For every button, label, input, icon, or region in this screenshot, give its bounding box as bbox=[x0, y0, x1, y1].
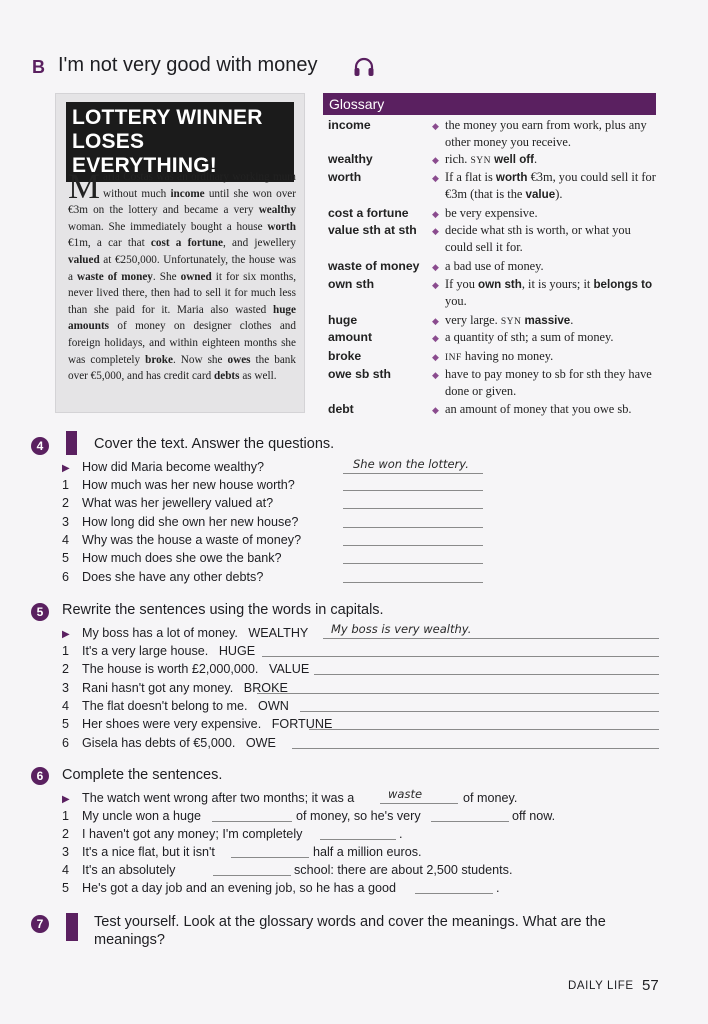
answer-line[interactable] bbox=[343, 508, 483, 509]
text-run: woman. She immediately bought a house bbox=[68, 220, 268, 233]
exercise-6-example-part-b: of money. bbox=[463, 791, 518, 805]
keyword: broke bbox=[145, 353, 173, 366]
glossary-term: value sth at sth bbox=[328, 223, 417, 237]
keyword: owes bbox=[227, 353, 251, 366]
cover-text-marker bbox=[66, 913, 78, 941]
item-number: 2 bbox=[62, 827, 70, 841]
glossary-term: wealthy bbox=[328, 152, 373, 166]
glossary-definition bbox=[445, 401, 660, 418]
glossary-term: amount bbox=[328, 330, 373, 344]
capital-word: BROKE bbox=[243, 680, 288, 695]
blank-1[interactable] bbox=[320, 839, 396, 840]
page-number: 57 bbox=[642, 977, 659, 994]
exercise-4-instruction: Cover the text. Answer the questions. bbox=[94, 436, 335, 452]
answer-line bbox=[323, 638, 659, 639]
glossary-definition bbox=[445, 205, 660, 222]
sentence-part: It's a nice flat, but it isn't bbox=[82, 845, 215, 859]
item-number: 2 bbox=[62, 496, 70, 511]
text-run: a quantity of sth; a sum of money. bbox=[445, 330, 614, 344]
text-run: . bbox=[534, 152, 538, 166]
answer-line[interactable] bbox=[257, 693, 659, 694]
keyword: waste of money bbox=[77, 270, 153, 283]
exercise-6-number: 6 bbox=[31, 767, 49, 785]
text-run: SYN bbox=[500, 317, 522, 327]
example-capital-word: WEALTHY bbox=[248, 626, 309, 640]
text-run: . She bbox=[152, 270, 181, 283]
drop-cap: M bbox=[68, 166, 101, 206]
article-body bbox=[68, 166, 296, 385]
item-number: 2 bbox=[62, 662, 70, 677]
text-run: If a flat is bbox=[445, 170, 496, 184]
glossary-term: debt bbox=[328, 402, 354, 416]
bullet-icon: ◆ bbox=[432, 262, 439, 272]
glossary-definition bbox=[445, 276, 660, 310]
example-arrow-icon: ▶ bbox=[62, 463, 70, 474]
glossary-term: cost a fortune bbox=[328, 206, 409, 220]
blank-2[interactable] bbox=[431, 821, 509, 822]
item-number: 4 bbox=[62, 863, 70, 877]
item-number: 4 bbox=[62, 698, 70, 713]
item-number: 6 bbox=[62, 735, 70, 750]
question: How much does she owe the bank? bbox=[82, 551, 282, 566]
item-number: 3 bbox=[62, 680, 70, 695]
capital-word: HUGE bbox=[218, 644, 256, 658]
glossary-term: broke bbox=[328, 349, 362, 363]
text-run: a bad use of money. bbox=[445, 259, 544, 273]
keyword: massive bbox=[524, 314, 571, 327]
item-number: 5 bbox=[62, 717, 70, 732]
answer-line[interactable] bbox=[262, 656, 659, 657]
sentence-part: . bbox=[399, 827, 403, 841]
item-number: 5 bbox=[62, 551, 70, 566]
answer-line[interactable] bbox=[343, 545, 483, 546]
bullet-icon: ◆ bbox=[432, 405, 439, 415]
capital-word: VALUE bbox=[268, 662, 310, 677]
text-run: ). bbox=[555, 187, 563, 201]
text-run: , and jewellery bbox=[223, 237, 296, 250]
exercise-6-instruction: Complete the sentences. bbox=[62, 767, 223, 783]
question: How long did she own her new house? bbox=[82, 514, 299, 529]
glossary-definition bbox=[445, 348, 660, 367]
item-number: 1 bbox=[62, 478, 70, 492]
blank-1[interactable] bbox=[231, 857, 309, 858]
exercise-7-instruction-line-2: meanings? bbox=[94, 932, 165, 948]
capital-word: FORTUNE bbox=[271, 717, 333, 732]
bullet-icon: ◆ bbox=[432, 155, 439, 165]
bullet-icon: ◆ bbox=[432, 333, 439, 343]
text-run: , it is yours; it bbox=[521, 277, 594, 291]
example-arrow-icon: ▶ bbox=[62, 794, 70, 805]
text-run: the money you earn from work, plus any other money you receive. bbox=[445, 118, 647, 149]
text-run: €3m, you could sell it for €3m (that is the bbox=[445, 170, 656, 201]
sentence-part: half a million euros. bbox=[313, 845, 422, 859]
blank-1[interactable] bbox=[212, 821, 292, 822]
text-run: SYN bbox=[470, 156, 491, 166]
bullet-icon: ◆ bbox=[432, 370, 439, 380]
keyword: belongs to bbox=[593, 278, 653, 291]
bullet-icon: ◆ bbox=[432, 226, 439, 236]
text-run: . Now she bbox=[172, 353, 228, 366]
text-run: until she won over €3m on the lottery and became a very bbox=[68, 187, 296, 217]
capital-word: OWE bbox=[245, 735, 276, 750]
exercise-6-example-answer: waste bbox=[388, 787, 423, 801]
blank-1[interactable] bbox=[213, 875, 291, 876]
sentence bbox=[82, 717, 332, 731]
sentence bbox=[82, 662, 309, 676]
sentence-text: Rani hasn't got any money. bbox=[82, 680, 234, 695]
bullet-icon: ◆ bbox=[432, 316, 439, 326]
glossary-header: Glossary bbox=[323, 93, 656, 115]
sentence-part: . bbox=[496, 881, 500, 895]
keyword: well off bbox=[494, 153, 535, 166]
answer-line[interactable] bbox=[309, 729, 659, 730]
capital-word: OWN bbox=[258, 698, 289, 713]
item-number: 1 bbox=[62, 644, 70, 658]
answer-line[interactable] bbox=[343, 527, 483, 528]
text-run: the bank over €5,000, and has credit card bbox=[68, 353, 296, 383]
blank-1[interactable] bbox=[415, 893, 493, 894]
sentence-text: The house is worth £2,000,000. bbox=[82, 662, 259, 677]
question: Why was the house a waste of money? bbox=[82, 532, 302, 547]
section-letter: B bbox=[32, 57, 45, 77]
glossary-term: owe sb sth bbox=[328, 367, 391, 381]
headphones-icon[interactable] bbox=[352, 55, 376, 79]
exercise-5-example-answer: My boss is very wealthy. bbox=[331, 622, 472, 636]
text-run: . bbox=[570, 313, 574, 327]
sentence-text: The flat doesn't belong to me. bbox=[82, 698, 248, 713]
keyword: own sth bbox=[478, 278, 522, 291]
text-run: have to pay money to sb for sth they have done or given. bbox=[445, 367, 652, 398]
text-run: you. bbox=[445, 294, 467, 308]
glossary-definition bbox=[445, 258, 660, 275]
answer-line[interactable] bbox=[343, 582, 483, 583]
exercise-4-example-answer: She won the lottery. bbox=[353, 457, 469, 471]
exercise-7-number: 7 bbox=[31, 915, 49, 933]
answer-line[interactable] bbox=[343, 490, 483, 491]
keyword: value bbox=[525, 188, 556, 201]
glossary-term: waste of money bbox=[328, 259, 420, 273]
glossary-term: own sth bbox=[328, 277, 375, 291]
text-run: having no money. bbox=[461, 349, 554, 363]
exercise-6-example-part-a: The watch went wrong after two months; it was a bbox=[82, 791, 355, 805]
glossary-term: huge bbox=[328, 313, 358, 327]
question: How much was her new house worth? bbox=[82, 478, 295, 492]
answer-line bbox=[380, 803, 458, 804]
answer-line[interactable] bbox=[314, 674, 659, 675]
answer-line[interactable] bbox=[343, 563, 483, 564]
sentence-part: My uncle won a huge bbox=[82, 809, 202, 823]
glossary-definition bbox=[445, 151, 660, 170]
item-number: 3 bbox=[62, 514, 70, 529]
sentence-part: He's got a day job and an evening job, so he has a good bbox=[82, 881, 396, 895]
headline-line-2: LOSES EVERYTHING! bbox=[72, 130, 217, 177]
sentence-part: I haven't got any money; I'm completely bbox=[82, 827, 303, 841]
text-run: be very expensive. bbox=[445, 206, 538, 220]
item-number: 6 bbox=[62, 569, 70, 584]
sentence-part: of money, so he's very bbox=[296, 809, 421, 823]
exercise-5-example-sentence bbox=[82, 626, 308, 640]
item-number: 1 bbox=[62, 809, 70, 823]
keyword: valued bbox=[68, 253, 100, 266]
keyword: worth bbox=[495, 171, 528, 184]
text-run: at €250,000. Unfortunately, the house was a bbox=[68, 253, 296, 283]
text-run: it for six months, never lived there, then had to sell it for much less than she paid for it. Maria also wasted bbox=[68, 270, 296, 316]
keyword: huge amounts bbox=[68, 303, 296, 333]
keyword: worth bbox=[267, 220, 296, 233]
example-sentence: My boss has a lot of money. bbox=[82, 626, 238, 640]
text-run: as well. bbox=[239, 370, 277, 383]
sentence-part: It's an absolutely bbox=[82, 863, 176, 877]
exercise-4-number: 4 bbox=[31, 437, 49, 455]
text-run: If you bbox=[445, 277, 479, 291]
glossary-definition bbox=[445, 366, 660, 400]
bullet-icon: ◆ bbox=[432, 209, 439, 219]
bullet-icon: ◆ bbox=[432, 121, 439, 131]
sentence bbox=[82, 736, 276, 750]
glossary-definition bbox=[445, 169, 660, 203]
text-run: of money on designer clothes and foreign holidays, and within eighteen months she was completely bbox=[68, 320, 296, 366]
cover-text-marker bbox=[66, 431, 77, 455]
question: What was her jewellery valued at? bbox=[82, 496, 274, 511]
keyword: cost a fortune bbox=[150, 237, 223, 250]
answer-line[interactable] bbox=[300, 711, 659, 712]
sentence-text: Gisela has debts of €5,000. bbox=[82, 735, 236, 750]
keyword: debts bbox=[214, 370, 240, 383]
keyword: owned bbox=[180, 270, 212, 283]
section-title: I'm not very good with money bbox=[58, 54, 318, 76]
keyword: wealthy bbox=[258, 204, 296, 217]
glossary-term: worth bbox=[328, 170, 362, 184]
headline-line-1: LOTTERY WINNER bbox=[72, 106, 263, 129]
text-run: INF bbox=[445, 353, 462, 363]
sentence-part: off now. bbox=[512, 809, 556, 823]
text-run: decide what sth is worth, or what you could sell it for. bbox=[445, 223, 631, 254]
exercise-4-example-question: How did Maria become wealthy? bbox=[82, 460, 264, 474]
sentence-text: Her shoes were very expensive. bbox=[82, 717, 262, 732]
sentence bbox=[82, 644, 255, 658]
bullet-icon: ◆ bbox=[432, 173, 439, 183]
example-arrow-icon: ▶ bbox=[62, 629, 70, 640]
sentence bbox=[82, 699, 289, 713]
answer-line[interactable] bbox=[292, 748, 659, 749]
text-run: very large. bbox=[445, 313, 501, 327]
bullet-icon: ◆ bbox=[432, 280, 439, 290]
text-run: aria Costas was an ordinary working mum without much bbox=[103, 171, 296, 200]
glossary-definition bbox=[445, 222, 660, 256]
glossary-definition bbox=[445, 329, 660, 346]
footer-section-label: DAILY LIFE bbox=[568, 980, 634, 992]
exercise-5-instruction: Rewrite the sentences using the words in capitals. bbox=[62, 602, 384, 618]
text-run: rich. bbox=[445, 152, 471, 166]
exercise-7-instruction-line-1: Test yourself. Look at the glossary words and cover the meanings. What are the bbox=[94, 914, 606, 930]
exercise-5-number: 5 bbox=[31, 603, 49, 621]
text-run: €1m, a car that bbox=[68, 237, 151, 250]
text-run: an amount of money that you owe sb. bbox=[445, 402, 632, 416]
item-number: 3 bbox=[62, 845, 70, 859]
answer-line bbox=[343, 473, 483, 474]
keyword: income bbox=[170, 187, 205, 200]
question: Does she have any other debts? bbox=[82, 569, 264, 584]
item-number: 4 bbox=[62, 532, 70, 547]
glossary-term: income bbox=[328, 118, 371, 132]
bullet-icon: ◆ bbox=[432, 352, 439, 362]
item-number: 5 bbox=[62, 881, 70, 895]
article-clipping bbox=[56, 94, 304, 412]
sentence-text: It's a very large house. bbox=[82, 644, 209, 658]
glossary-definition bbox=[445, 117, 660, 151]
sentence-part: school: there are about 2,500 students. bbox=[294, 863, 513, 877]
